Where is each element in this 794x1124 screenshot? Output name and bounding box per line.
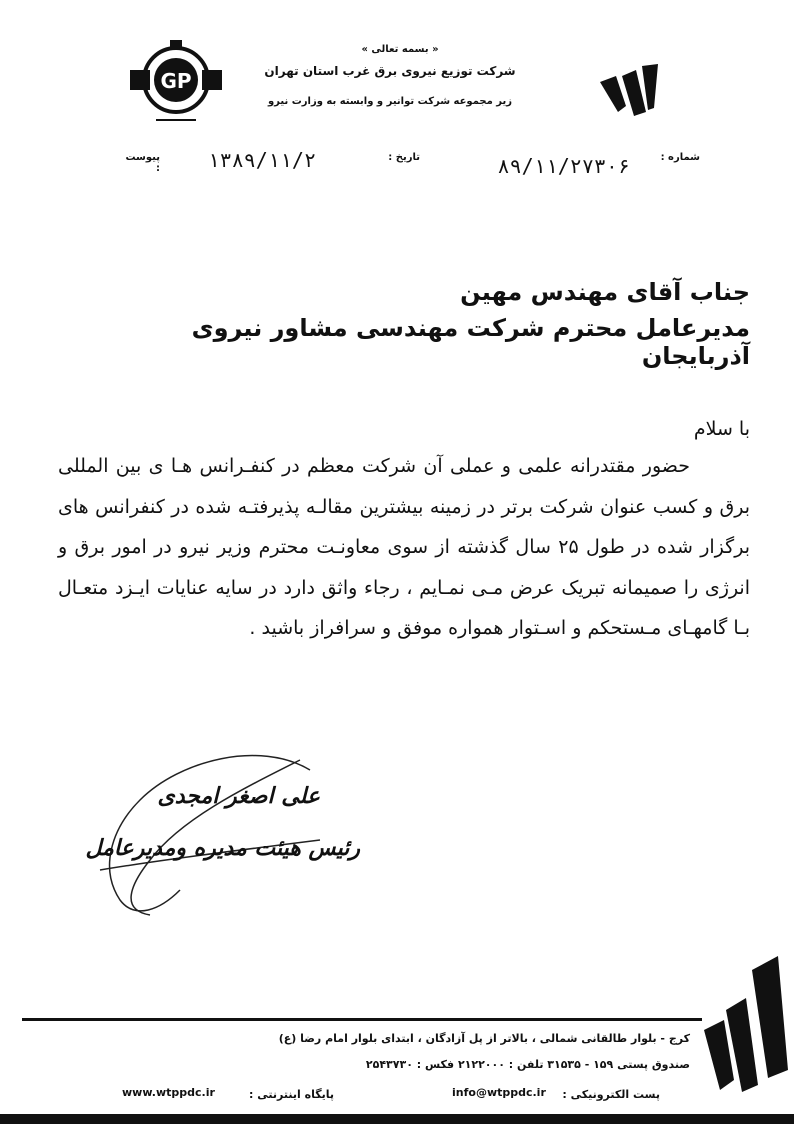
letter-body: حضور مقتدرانه علمی و عملی آن شرکت معظم در کنفـرانس هـا ی بین المللی برق و کسب عنوان شرکت برتر در زمینه بیشترین مقالـه پذیرفتـه شده در کنفرانس های برگزار شده در طول ۲۵ سال گذشته از سوی معاونـت محترم وزیر نیرو در امور برق و انرژی را صمیمانه تبریک عرض مـی نمـایم ، رجاء واثق دارد در سایه عنایات ایـزد متعـال بـا گامهـای مـستحکم و اسـتوار همواره موفق و سرافراز باشید . (58, 455, 750, 639)
signatory-name: علی اصغر امجدی (157, 784, 320, 809)
greeting: با سلام (693, 418, 750, 440)
footer-address: کرج - بلوار طالقانی شمالی ، بالاتر از پل آزادگان ، ابتدای بلوار امام رضا (ع) (278, 1032, 690, 1045)
signatory-title: رئیس هیئت مدیره ومدیرعامل (85, 836, 360, 861)
number-value: ۸۹/۱۱/۲۷۳۰۶ (497, 154, 630, 178)
page-bottom-border (0, 1114, 794, 1124)
footer-website[interactable]: www.wtppdc.ir (122, 1086, 215, 1099)
handwritten-signature (60, 730, 360, 930)
footer-divider (22, 1018, 702, 1021)
company-subtitle: زیر مجموعه شرکت توانیر و وابسته به وزارت نیرو (267, 96, 513, 107)
recipient-salutation: جناب آقای مهندس مهین (460, 278, 750, 306)
footer-logo (700, 950, 792, 1100)
company-name: شرکت توزیع نیروی برق غرب استان تهران (264, 64, 516, 78)
svg-text:GP: GP (160, 69, 192, 93)
attachment-label: پیوست : (125, 152, 160, 174)
footer-contact: صندوق پستی ۱۵۹ - ۳۱۵۳۵ تلفن : ۲۱۲۲۰۰۰ فکس : ۲۵۴۳۷۳۰ (365, 1058, 690, 1071)
footer-web-label: پایگاه اینترنتی : (249, 1088, 334, 1101)
date-label: تاریخ : (388, 152, 420, 163)
basmala: « بسمه تعالی » (361, 44, 439, 55)
wtppdc-logo (596, 62, 666, 122)
recipient-title: مدیرعامل محترم شرکت مهندسی مشاور نیروی آذربایجان (191, 314, 750, 370)
company-emblem (126, 36, 226, 126)
number-label: شماره : (660, 152, 700, 163)
footer-email-label: پست الکترونیکی : (562, 1088, 660, 1101)
footer-email[interactable]: info@wtppdc.ir (452, 1086, 546, 1099)
date-value: ۱۳۸۹/۱۱/۲ (207, 148, 316, 172)
